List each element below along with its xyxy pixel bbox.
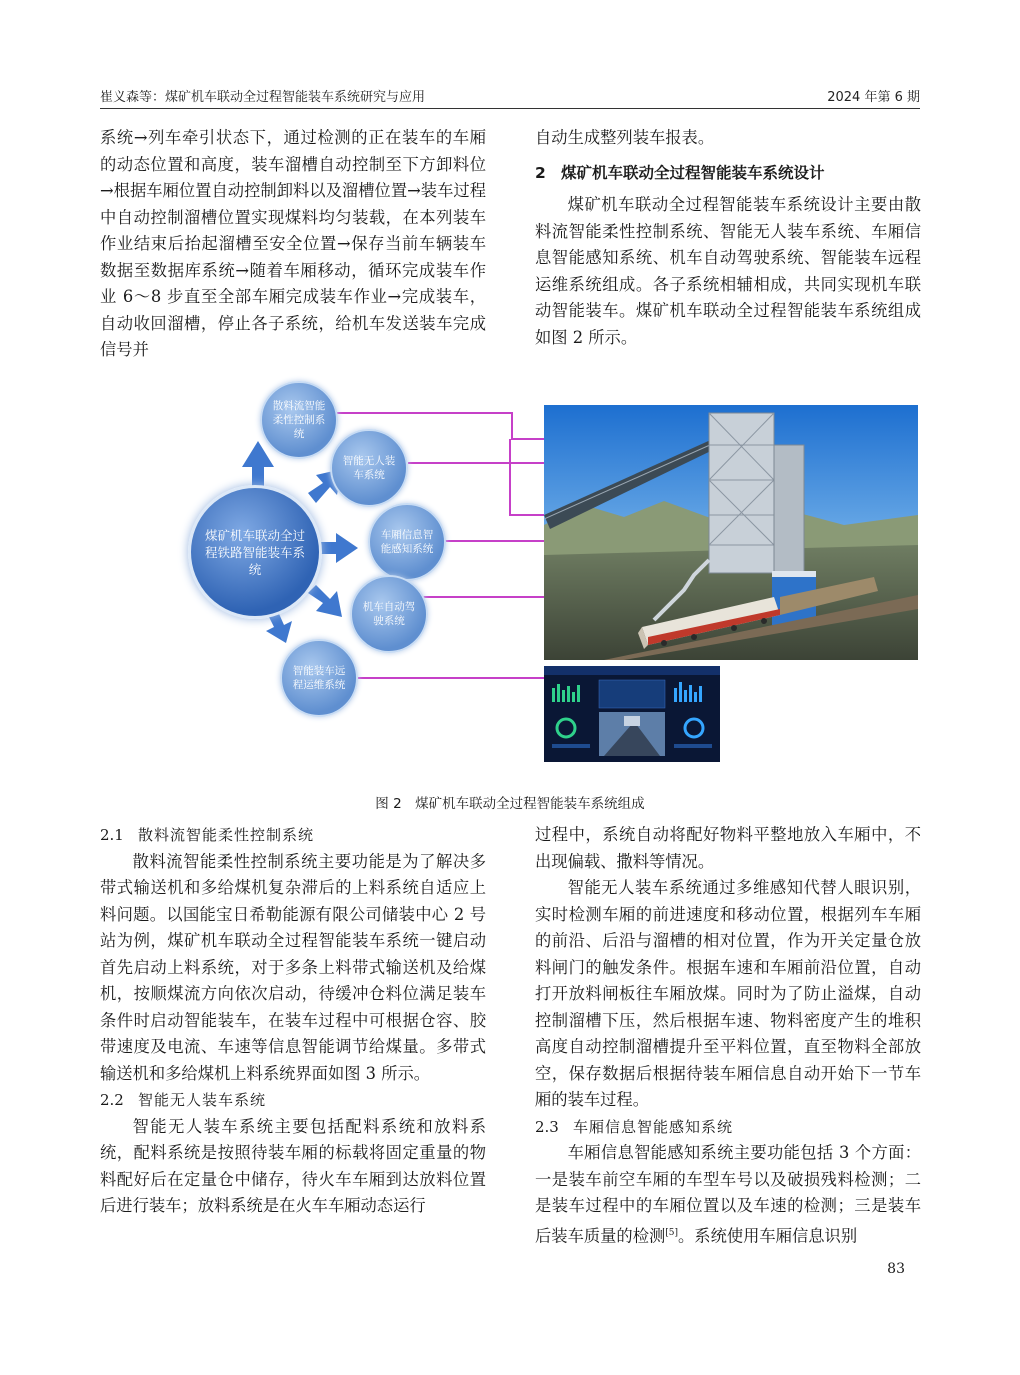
section-heading: 2 煤矿机车联动全过程智能装车系统设计 [535,163,825,182]
node-wagon-perception: 车厢信息智能感知系统 [368,503,446,581]
running-header-issue: 2024 年第 6 期 [827,90,920,105]
connector-1b [510,439,544,515]
paragraph: 智能无人装车系统通过多维感知代替人眼识别，实时检测车厢的前进速度和移动位置，根据列车车厢的前沿、后沿与溜槽的相对位置，作为开关定量仓放料闸门的触发条件。根据车速和车厢前沿位置，自动打开放料闸板往车厢放煤。同时为了防止溢煤，自动控制溜槽下压，然后根据车速、物料密度产生的堆积高度自动控制溜槽提升至平料位置，直至物料全部放空，保存数据后根据待装车厢信息自动开始下一节车厢的装车过程。 [535,878,921,1109]
center-node: 煤矿机车联动全过程铁路智能装车系统 [188,485,322,619]
paragraph: 自动生成整列装车报表。 [535,128,715,147]
figure-caption: 图 2 煤矿机车联动全过程智能装车系统组成 [375,796,645,812]
page-number: 83 [887,1261,905,1277]
paragraph: 过程中，系统自动将配好物料平整地放入车厢中，不出现偏载、撒料等情况。 [535,825,921,871]
arrow-up [242,441,274,487]
loading-station-render [544,405,918,660]
citation-ref: [5] [665,1227,679,1238]
arrow-downright [308,585,342,617]
right-column-bottom [535,822,921,1249]
header-rule [100,108,920,109]
node-auto-drive: 机车自动驾驶系统 [350,575,428,653]
right-column-top [535,125,921,351]
paragraph: 系统→列车牵引状态下，通过检测的正在装车的车厢的动态位置和高度，装车溜槽自动控制至下方卸料位→根据车厢位置自动控制卸料以及溜槽位置→装车过程中自动控制溜槽位置实现煤料均匀装载，在本列装车作业结束后抬起溜槽至安全位置→保存当前车辆装车数据至数据库系统→随着车厢移动，循环完成装车作业 6～8 步直至全部车厢完成装车作业→完成装车，自动收回溜槽，停止各子系统，给机车发送装车完成信号并 [100,128,486,359]
node-bulk-flow: 散料流智能柔性控制系统 [260,381,338,459]
left-column-top [100,125,486,364]
left-column-bottom [100,822,486,1220]
subsection-heading-2-3: 2.3 车厢信息智能感知系统 [535,1117,734,1136]
paragraph: 散料流智能柔性控制系统主要功能是为了解决多带式输送机和多给煤机复杂滞后的上料系统自适应上料问题。以国能宝日希勒能源有限公司储装中心 2 号站为例，煤矿机车联动全过程智能装车系统一键启动首先启动上料系统，对于多条上料带式输送机及给煤机，按顺煤流方向依次启动，待缓冲仓料位满足装车条件时启动智能装车，在装车过程中可根据仓容、胶带速度及电流、车速等信息智能调节给煤量。多带式输送机和多给煤机上料系统界面如图 3 所示。 [100,851,486,1083]
running-header-title: 崔义森等：煤矿机车联动全过程智能装车系统研究与应用 [100,90,426,105]
node-unmanned-loading: 智能无人装车系统 [330,429,408,507]
paragraph: 煤矿机车联动全过程智能装车系统设计主要由散料流智能柔性控制系统、智能无人装车系统、车厢信息智能感知系统、机车自动驾驶系统、智能装车远程运维系统组成。各子系统相辅相成，共同实现机车联动智能装车。煤矿机车联动全过程智能装车系统组成如图 2 所示。 [535,195,921,347]
subsection-heading-2-2: 2.2 智能无人装车系统 [100,1091,267,1109]
node-remote-ops: 智能装车远程运维系统 [280,639,358,717]
paragraph: 智能无人装车系统主要包括配料系统和放料系统，配料系统是按照待装车厢的标载将固定重量的物料配好后在定量仓中储存，待火车车厢到达放料位置后进行装车；放料系统是在火车车厢动态运行 [100,1116,486,1215]
figure-2 [180,375,920,775]
remote-ops-dashboard [544,666,720,762]
paragraph: 车厢信息智能感知系统主要功能包括 3 个方面：一是装车前空车厢的车型车号以及破损残料检测；二是装车过程中的车厢位置以及车速的检测；三是装车后装车质量的检测[5]。系统使用车厢信息识别 [535,1143,921,1245]
subsection-heading-2-1: 2.1 散料流智能柔性控制系统 [100,826,315,844]
arrow-right [320,533,358,563]
